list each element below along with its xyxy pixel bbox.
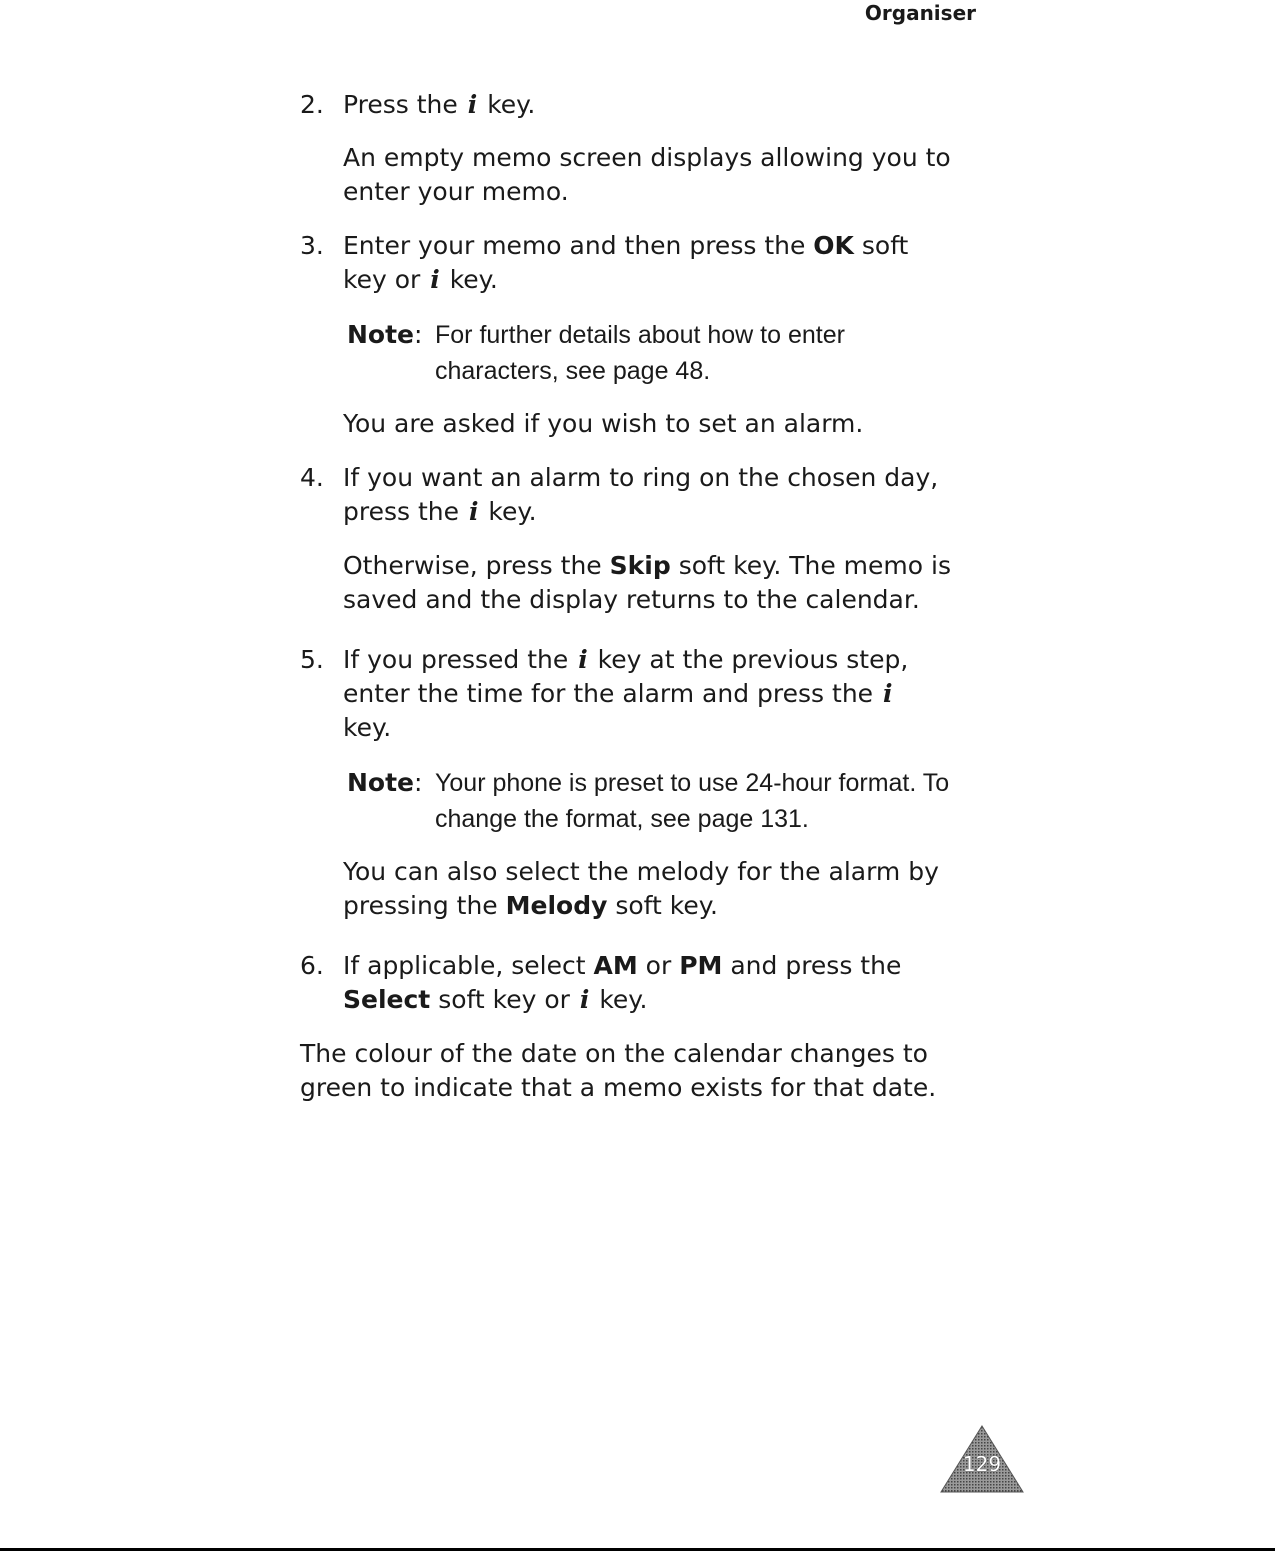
section-header: Organiser (864, 1, 976, 25)
step-number: 6. (300, 951, 324, 980)
step-number: 2. (300, 90, 324, 119)
i-key-icon: i (578, 645, 588, 674)
step-number: 3. (300, 231, 324, 260)
step-6: 6. If applicable, select AM or PM and press the Select soft key or i key. (300, 949, 990, 1017)
step-number: 5. (300, 645, 324, 674)
melody-paragraph: You can also select the melody for the alarm by pressing the Melody soft key. (343, 857, 939, 920)
step-number: 4. (300, 463, 324, 492)
i-key-icon: i (468, 497, 479, 526)
page-number: 129 (962, 1452, 1002, 1476)
i-key-icon: i (467, 90, 478, 119)
skip-softkey-label: Skip (609, 551, 671, 580)
i-key-icon: i (430, 265, 440, 294)
closing-paragraph: The colour of the date on the calendar changes to green to indicate that a memo exists for that date. (300, 1039, 937, 1102)
i-key-icon: i (883, 679, 893, 708)
am-option-label: AM (593, 951, 638, 980)
i-key-icon: i (579, 985, 590, 1014)
step-2: 2. Press the i key. (300, 88, 990, 122)
select-softkey-label: Select (343, 985, 431, 1014)
step-2-paragraph: An empty memo screen displays allowing you to enter your memo. (343, 143, 951, 206)
instructions-body (300, 88, 990, 1105)
note-box (347, 765, 990, 837)
step-4-paragraph: Otherwise, press the Skip soft key. The memo is saved and the display returns to the calendar. (343, 551, 951, 614)
pm-option-label: PM (679, 951, 723, 980)
note-text: For further details about how to enter characters, see page 48. (435, 321, 845, 385)
note-text: Your phone is preset to use 24-hour format. To change the format, see page 131. (435, 769, 950, 833)
step-4: 4. If you want an alarm to ring on the chosen day, press the i key. (300, 461, 990, 529)
melody-softkey-label: Melody (505, 891, 608, 920)
step-5: 5. If you pressed the i key at the previous step, enter the time for the alarm and press the i key. (300, 643, 990, 745)
ok-softkey-label: OK (813, 231, 854, 260)
note-label: Note: (347, 320, 423, 349)
note-box (347, 317, 990, 389)
bottom-rule (0, 1548, 1275, 1551)
note-label: Note: (347, 768, 423, 797)
step-3: 3. Enter your memo and then press the OK soft key or i key. (300, 229, 990, 297)
alarm-prompt-paragraph: You are asked if you wish to set an alarm. (343, 409, 864, 438)
